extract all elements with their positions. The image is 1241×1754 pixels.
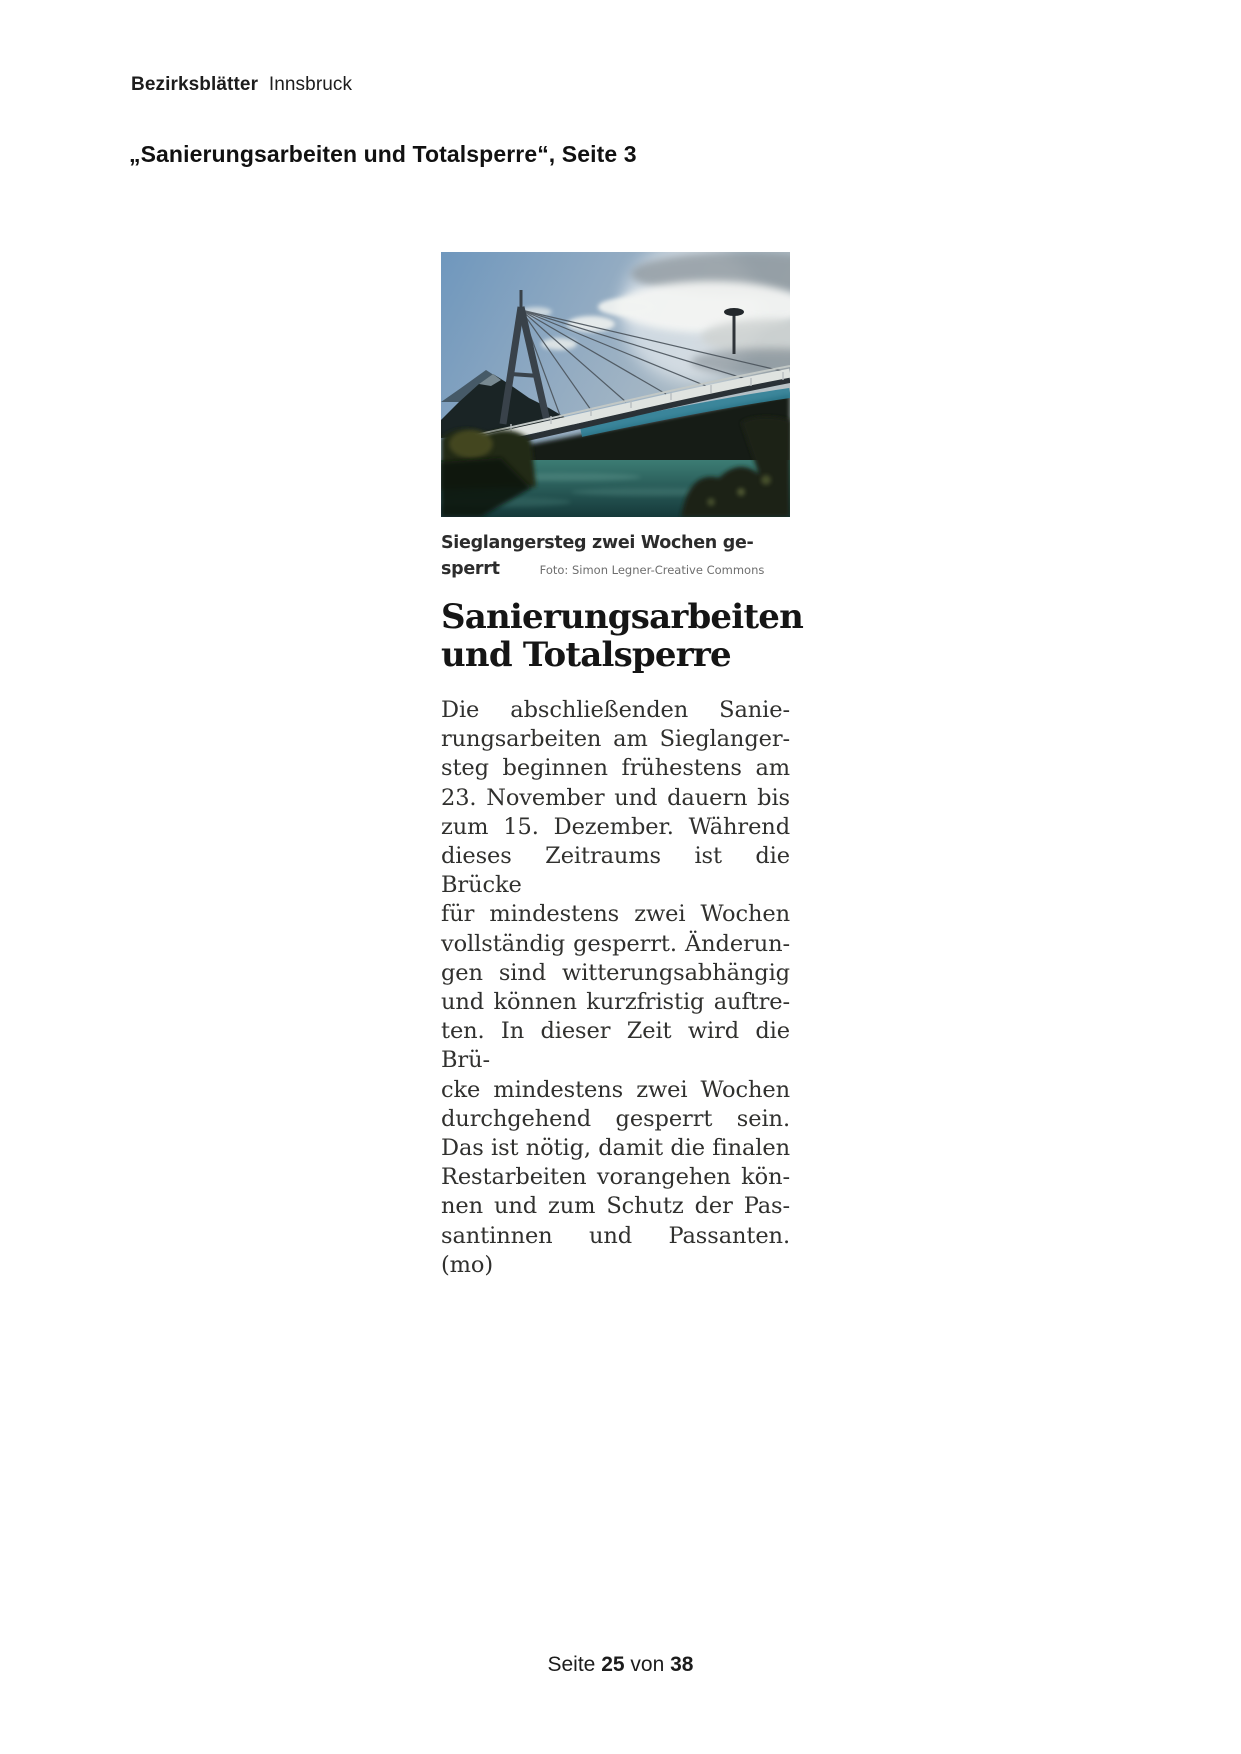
article-body-line: cke mindestens zwei Wochen [441, 1076, 790, 1103]
article-body-line: und können kurzfristig auftre- [441, 989, 790, 1016]
article-body-line: steg beginnen frühestens am [441, 755, 790, 782]
article-body-line: dieses Zeitraums ist die Brücke [441, 843, 790, 899]
article-headline-line1: Sanierungsarbeiten [441, 596, 804, 637]
publication-edition-label: Innsbruck [268, 74, 353, 95]
article-headline-line2: und Totalsperre [441, 635, 731, 676]
article-body-line: santinnen und Passanten. (mo) [441, 1222, 790, 1278]
article-body-line: 23. November und dauern bis [441, 784, 790, 811]
article-body-line: zum 15. Dezember. Während [441, 813, 790, 840]
article-body-line: gen sind witterungsabhängig [441, 959, 790, 986]
article-body-line: durchgehend gesperrt sein. [441, 1105, 790, 1132]
article-body-line: Restarbeiten vorangehen kön- [441, 1164, 790, 1191]
article-headline [441, 596, 804, 676]
article-body [441, 696, 790, 1280]
footer-current-page: 25 [601, 1653, 625, 1676]
photo-credit: Foto: Simon Legner-Creative Commons [539, 563, 765, 578]
article-body-line: für mindestens zwei Wochen [441, 901, 790, 928]
footer-von-label: von [630, 1653, 665, 1676]
article-body-line: nen und zum Schutz der Pas- [441, 1193, 790, 1220]
article-body-line: vollständig gesperrt. Änderun- [441, 930, 790, 957]
photo-caption [441, 530, 790, 583]
bridge-photo [441, 252, 790, 517]
newspaper-clipping [441, 252, 804, 1280]
footer-seite-label: Seite [547, 1653, 596, 1676]
photo-caption-line1: Sieglangersteg zwei Wochen ge- [441, 533, 754, 553]
photo-caption-line2: sperrt [441, 559, 500, 580]
publication-header [131, 74, 352, 96]
article-body-line: rungsarbeiten am Sieglanger- [441, 726, 790, 753]
publication-brand: Bezirksblätter [131, 74, 259, 95]
footer-total-pages: 38 [670, 1653, 694, 1676]
page-title: „Sanierungsarbeiten und Totalsperre“, Seite 3 [129, 141, 637, 167]
page-footer [0, 1653, 1241, 1677]
article-body-line: ten. In dieser Zeit wird die Brü- [441, 1018, 790, 1074]
article-body-line: Das ist nötig, damit die finalen [441, 1135, 790, 1162]
article-body-line: Die abschließenden Sanie- [441, 697, 790, 723]
